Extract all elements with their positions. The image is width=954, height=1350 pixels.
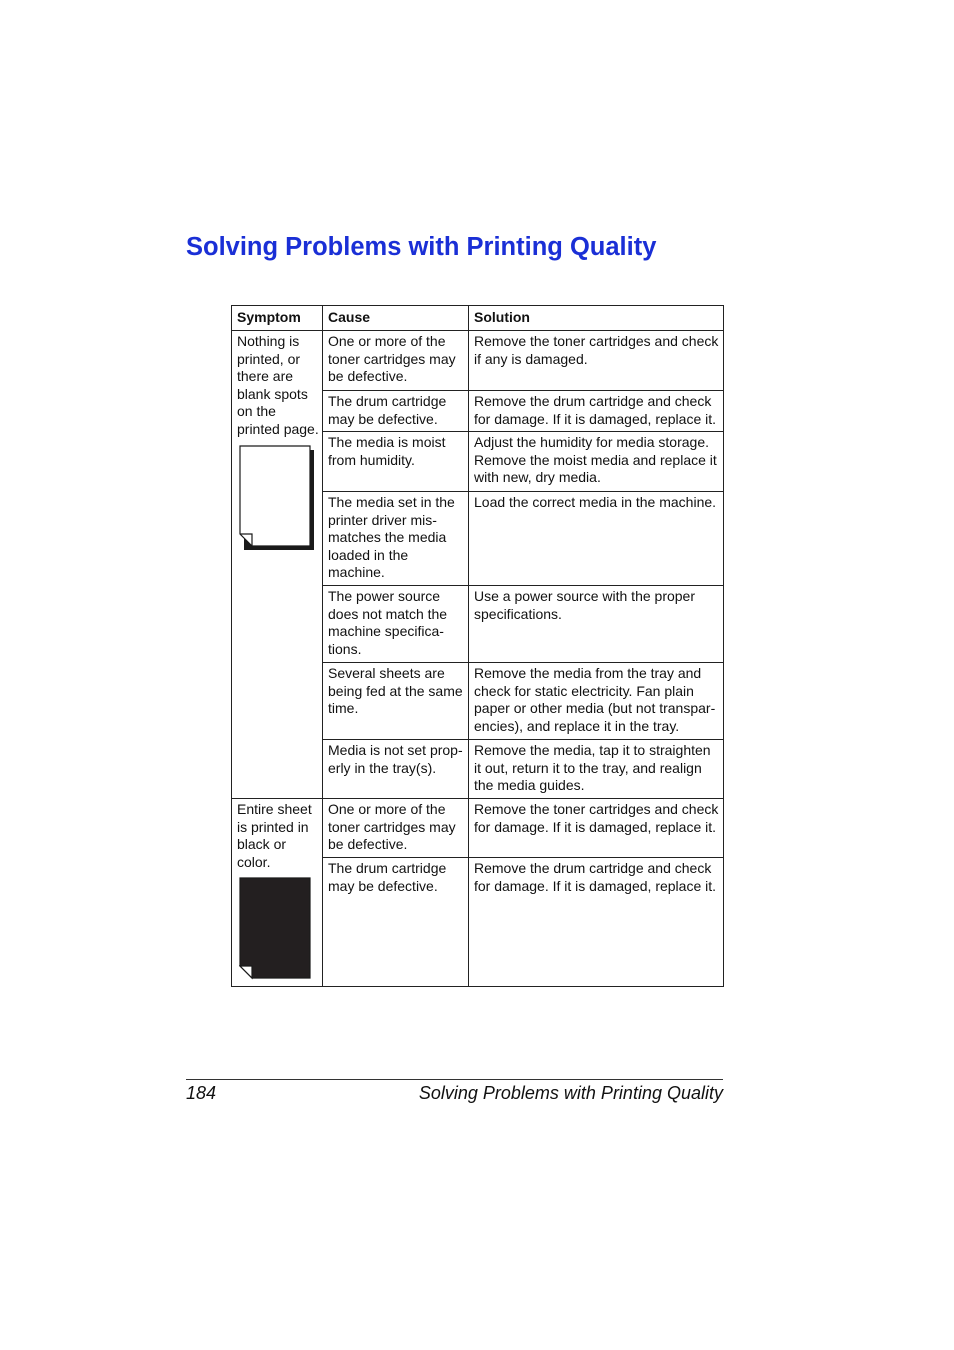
cause-cell: The media set in the printer driver mis-matches the media loaded in the machine. — [323, 492, 469, 586]
footer-divider — [186, 1079, 723, 1080]
footer-section-title: Solving Problems with Printing Quality — [418, 1083, 723, 1103]
symptom-cell-black — [232, 799, 323, 987]
solution-cell: Remove the toner cartridges and check for damage. If it is damaged, replace it. — [469, 799, 724, 858]
header-symptom: Symptom — [232, 306, 323, 331]
symptom-text: Entire sheet is printed in black or color. — [237, 801, 312, 870]
solution-cell: Remove the media from the tray and check for static electricity. Fan plain paper or other media (but not transpar-encies), and replace it in the tray. — [469, 663, 724, 740]
solution-cell: Adjust the humidity for media storage. Remove the moist media and replace it with new, dry media. — [469, 432, 724, 492]
header-cause: Cause — [323, 306, 469, 331]
page-title: Solving Problems with Printing Quality — [186, 233, 657, 261]
table-row — [232, 799, 724, 858]
solution-cell: Use a power source with the proper specifications. — [469, 586, 724, 663]
cause-cell: The drum cartridge may be defective. — [323, 858, 469, 987]
solution-cell: Remove the toner cartridges and check if any is damaged. — [469, 331, 724, 391]
cause-cell: Several sheets are being fed at the same time. — [323, 663, 469, 740]
table-row — [232, 331, 724, 391]
solution-cell: Load the correct media in the machine. — [469, 492, 724, 586]
table-header-row — [232, 306, 724, 331]
cause-cell: The drum cartridge may be defective. — [323, 391, 469, 432]
solution-cell: Remove the drum cartridge and check for damage. If it is damaged, replace it. — [469, 858, 724, 987]
cause-cell: The power source does not match the machine specifica-tions. — [323, 586, 469, 663]
symptom-cell-blank — [232, 331, 323, 799]
header-solution: Solution — [469, 306, 724, 331]
black-page-icon — [239, 877, 315, 983]
cause-cell: One or more of the toner cartridges may be defective. — [323, 799, 469, 858]
blank-page-icon — [239, 445, 315, 551]
solution-cell: Remove the media, tap it to straighten it out, return it to the tray, and realign the media guides. — [469, 740, 724, 799]
solution-cell: Remove the drum cartridge and check for damage. If it is damaged, replace it. — [469, 391, 724, 432]
cause-cell: Media is not set prop-erly in the tray(s). — [323, 740, 469, 799]
cause-cell: The media is moist from humidity. — [323, 432, 469, 492]
footer-page-number: 184 — [186, 1083, 217, 1103]
cause-cell: One or more of the toner cartridges may be defective. — [323, 331, 469, 391]
troubleshooting-table — [231, 305, 724, 987]
symptom-text: Nothing is printed, or there are blank spots on the printed page. — [237, 333, 319, 437]
